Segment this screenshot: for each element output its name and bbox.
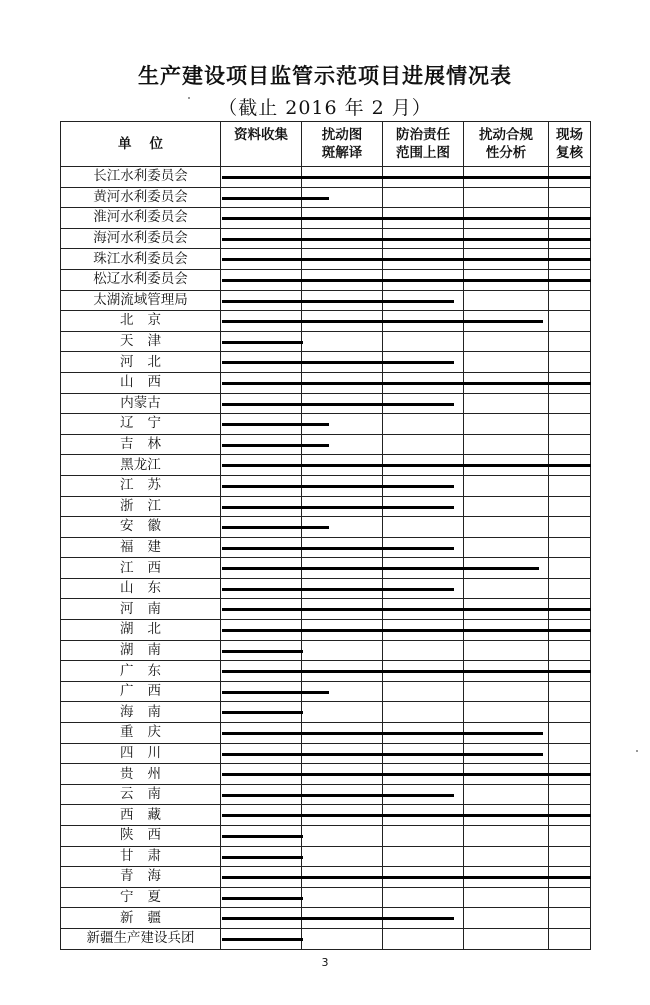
progress-cell: [549, 846, 591, 867]
unit-name: 天津: [61, 331, 221, 352]
page-number: 3: [321, 956, 329, 969]
progress-bar: [222, 320, 543, 323]
header-data-collection-line1: 资料收集: [234, 127, 288, 143]
table-row: [61, 887, 591, 908]
progress-bar: [222, 485, 454, 488]
table-row: [61, 496, 591, 517]
progress-cell: [383, 640, 464, 661]
progress-cell: [221, 723, 302, 744]
progress-cell: [221, 640, 302, 661]
table-row: [61, 517, 591, 538]
unit-name: 山西: [61, 372, 221, 393]
progress-cell: [383, 846, 464, 867]
progress-cell: [549, 311, 591, 332]
progress-bar: [222, 876, 591, 879]
progress-cell: [221, 908, 302, 929]
progress-cell: [221, 249, 302, 270]
progress-cell: [221, 372, 302, 393]
progress-bar: [222, 567, 539, 570]
progress-cell: [549, 681, 591, 702]
progress-cell: [549, 826, 591, 847]
table-row: [61, 702, 591, 723]
unit-name: 西藏: [61, 805, 221, 826]
progress-cell: [221, 290, 302, 311]
progress-cell: [221, 826, 302, 847]
progress-cell: [549, 537, 591, 558]
progress-cell: [221, 208, 302, 229]
progress-cell: [221, 805, 302, 826]
progress-cell: [221, 187, 302, 208]
progress-cell: [549, 434, 591, 455]
progress-table: [60, 121, 591, 950]
unit-name: 淮河水利委员会: [61, 208, 221, 229]
header-data-collection: [221, 122, 302, 167]
table-row: [61, 393, 591, 414]
progress-cell: [221, 434, 302, 455]
progress-bar: [222, 176, 591, 179]
table-row: [61, 414, 591, 435]
table-row: [61, 620, 591, 641]
progress-bar: [222, 753, 543, 756]
progress-cell: [221, 784, 302, 805]
progress-cell: [549, 640, 591, 661]
progress-cell: [221, 517, 302, 538]
progress-cell: [302, 846, 383, 867]
progress-bar: [222, 856, 303, 859]
progress-cell: [464, 352, 549, 373]
progress-bar: [222, 506, 454, 509]
progress-cell: [549, 784, 591, 805]
progress-cell: [464, 331, 549, 352]
unit-name: 山东: [61, 578, 221, 599]
progress-bar: [222, 464, 591, 467]
header-field-verification-line2: 复核: [556, 145, 583, 161]
progress-cell: [221, 269, 302, 290]
header-disturbance-interpretation: [302, 122, 383, 167]
progress-bar: [222, 382, 591, 385]
table-row: [61, 434, 591, 455]
progress-cell: [464, 887, 549, 908]
progress-cell: [549, 414, 591, 435]
table-row: [61, 723, 591, 744]
progress-cell: [549, 702, 591, 723]
table-row: [61, 805, 591, 826]
scan-speck: [188, 97, 190, 99]
progress-bar: [222, 444, 329, 447]
unit-name: 安徽: [61, 517, 221, 538]
unit-name: 海河水利委员会: [61, 228, 221, 249]
unit-name: 青海: [61, 867, 221, 888]
progress-cell: [221, 167, 302, 188]
unit-name: 江苏: [61, 475, 221, 496]
table-row: [61, 867, 591, 888]
progress-cell: [549, 908, 591, 929]
unit-name: 长江水利委员会: [61, 167, 221, 188]
table-row: [61, 352, 591, 373]
table-row: [61, 578, 591, 599]
progress-cell: [549, 331, 591, 352]
progress-cell: [221, 743, 302, 764]
progress-bar: [222, 361, 454, 364]
progress-cell: [464, 496, 549, 517]
progress-cell: [221, 475, 302, 496]
progress-cell: [221, 846, 302, 867]
table-row: [61, 661, 591, 682]
progress-cell: [302, 887, 383, 908]
table-row: [61, 249, 591, 270]
unit-name: 贵州: [61, 764, 221, 785]
progress-bar: [222, 691, 329, 694]
unit-name: 内蒙古: [61, 393, 221, 414]
progress-cell: [221, 661, 302, 682]
progress-cell: [221, 599, 302, 620]
progress-cell: [221, 352, 302, 373]
unit-name: 浙江: [61, 496, 221, 517]
unit-name: 珠江水利委员会: [61, 249, 221, 270]
progress-cell: [221, 414, 302, 435]
unit-name: 河南: [61, 599, 221, 620]
progress-cell: [464, 290, 549, 311]
progress-cell: [302, 702, 383, 723]
progress-bar: [222, 650, 303, 653]
header-disturbance-interpretation-line1: 扰动图: [321, 127, 363, 143]
header-disturbance-interpretation-line2: 斑解译: [321, 145, 363, 161]
unit-name: 广西: [61, 681, 221, 702]
progress-cell: [464, 702, 549, 723]
table-row: [61, 826, 591, 847]
progress-cell: [464, 475, 549, 496]
progress-bar: [222, 279, 591, 282]
header-responsibility-mapping: [383, 122, 464, 167]
progress-cell: [383, 826, 464, 847]
progress-bar: [222, 238, 591, 241]
progress-cell: [221, 702, 302, 723]
progress-bar: [222, 711, 303, 714]
progress-cell: [464, 640, 549, 661]
progress-cell: [549, 928, 591, 949]
header-unit: 单位: [61, 122, 221, 167]
table-row: [61, 846, 591, 867]
unit-name: 黄河水利委员会: [61, 187, 221, 208]
progress-cell: [221, 887, 302, 908]
table-row: [61, 372, 591, 393]
header-compliance-analysis: [464, 122, 549, 167]
progress-cell: [383, 414, 464, 435]
progress-cell: [549, 352, 591, 373]
progress-cell: [464, 434, 549, 455]
table-row: [61, 784, 591, 805]
unit-name: 江西: [61, 558, 221, 579]
progress-cell: [549, 558, 591, 579]
table-row: [61, 537, 591, 558]
table-row: [61, 455, 591, 476]
progress-cell: [383, 434, 464, 455]
progress-cell: [549, 743, 591, 764]
progress-cell: [383, 331, 464, 352]
page-title: 生产建设项目监管示范项目进展情况表: [138, 64, 512, 88]
progress-cell: [221, 681, 302, 702]
progress-cell: [302, 331, 383, 352]
unit-name: 福建: [61, 537, 221, 558]
progress-bar: [222, 938, 303, 941]
progress-bar: [222, 814, 591, 817]
progress-cell: [464, 393, 549, 414]
progress-cell: [221, 620, 302, 641]
progress-cell: [549, 723, 591, 744]
progress-cell: [221, 928, 302, 949]
progress-bar: [222, 300, 454, 303]
unit-name: 陕西: [61, 826, 221, 847]
progress-cell: [302, 826, 383, 847]
unit-name: 重庆: [61, 723, 221, 744]
progress-bar: [222, 608, 591, 611]
progress-cell: [383, 702, 464, 723]
progress-cell: [549, 517, 591, 538]
header-field-verification: [549, 122, 591, 167]
progress-cell: [383, 681, 464, 702]
progress-cell: [464, 517, 549, 538]
progress-cell: [464, 187, 549, 208]
unit-name: 辽宁: [61, 414, 221, 435]
table-row: [61, 228, 591, 249]
progress-cell: [549, 475, 591, 496]
unit-name: 新疆生产建设兵团: [61, 928, 221, 949]
table-row: [61, 928, 591, 949]
progress-cell: [221, 558, 302, 579]
progress-bar: [222, 403, 454, 406]
progress-cell: [464, 826, 549, 847]
progress-cell: [549, 496, 591, 517]
header-compliance-analysis-line1: 扰动合规: [479, 127, 533, 143]
unit-name: 湖北: [61, 620, 221, 641]
unit-name: 云南: [61, 784, 221, 805]
progress-cell: [221, 455, 302, 476]
table-row: [61, 331, 591, 352]
table-row: [61, 558, 591, 579]
progress-bar: [222, 526, 329, 529]
progress-cell: [302, 640, 383, 661]
progress-cell: [464, 537, 549, 558]
table-row: [61, 908, 591, 929]
progress-cell: [221, 867, 302, 888]
scan-speck: [636, 750, 638, 752]
unit-name: 广东: [61, 661, 221, 682]
progress-cell: [464, 846, 549, 867]
progress-cell: [464, 414, 549, 435]
progress-bar: [222, 897, 303, 900]
unit-name: 宁夏: [61, 887, 221, 908]
table-body: [61, 167, 591, 950]
progress-bar: [222, 217, 591, 220]
table-row: [61, 187, 591, 208]
progress-bar: [222, 773, 591, 776]
unit-name: 黑龙江: [61, 455, 221, 476]
progress-cell: [221, 393, 302, 414]
progress-cell: [464, 784, 549, 805]
header-field-verification-line1: 现场: [556, 127, 583, 143]
progress-cell: [464, 578, 549, 599]
progress-bar: [222, 732, 543, 735]
progress-bar: [222, 588, 454, 591]
progress-cell: [464, 681, 549, 702]
progress-cell: [383, 517, 464, 538]
table-row: [61, 290, 591, 311]
progress-cell: [221, 537, 302, 558]
table-row: [61, 764, 591, 785]
page-subtitle: （截止 2016 年 2 月）: [218, 97, 432, 119]
header-compliance-analysis-line2: 性分析: [485, 145, 527, 161]
progress-cell: [221, 331, 302, 352]
progress-cell: [221, 764, 302, 785]
unit-name: 湖南: [61, 640, 221, 661]
progress-cell: [221, 578, 302, 599]
progress-cell: [221, 496, 302, 517]
progress-cell: [383, 887, 464, 908]
table-row: [61, 681, 591, 702]
progress-cell: [383, 928, 464, 949]
table-row: [61, 475, 591, 496]
progress-cell: [464, 928, 549, 949]
unit-name: 松辽水利委员会: [61, 269, 221, 290]
unit-name: 海南: [61, 702, 221, 723]
table-row: [61, 269, 591, 290]
table-header-row: [61, 122, 591, 167]
table-row: [61, 743, 591, 764]
progress-bar: [222, 794, 454, 797]
progress-bar: [222, 670, 591, 673]
unit-name: 新疆: [61, 908, 221, 929]
progress-cell: [383, 187, 464, 208]
progress-cell: [221, 228, 302, 249]
unit-name: 北京: [61, 311, 221, 332]
unit-name: 四川: [61, 743, 221, 764]
progress-bar: [222, 423, 329, 426]
header-responsibility-mapping-line1: 防治责任: [396, 127, 450, 143]
unit-name: 河北: [61, 352, 221, 373]
progress-cell: [549, 578, 591, 599]
progress-bar: [222, 547, 454, 550]
unit-name: 吉林: [61, 434, 221, 455]
unit-name: 太湖流域管理局: [61, 290, 221, 311]
progress-bar: [222, 835, 303, 838]
progress-cell: [464, 908, 549, 929]
progress-cell: [549, 187, 591, 208]
progress-bar: [222, 197, 329, 200]
table-row: [61, 311, 591, 332]
progress-bar: [222, 629, 591, 632]
progress-bar: [222, 341, 303, 344]
progress-cell: [302, 928, 383, 949]
progress-bar: [222, 258, 591, 261]
progress-cell: [549, 290, 591, 311]
table-row: [61, 167, 591, 188]
progress-bar: [222, 917, 454, 920]
table-row: [61, 640, 591, 661]
progress-cell: [549, 887, 591, 908]
unit-name: 甘肃: [61, 846, 221, 867]
progress-cell: [549, 393, 591, 414]
header-responsibility-mapping-line2: 范围上图: [396, 145, 450, 161]
table-row: [61, 599, 591, 620]
table-row: [61, 208, 591, 229]
progress-cell: [221, 311, 302, 332]
